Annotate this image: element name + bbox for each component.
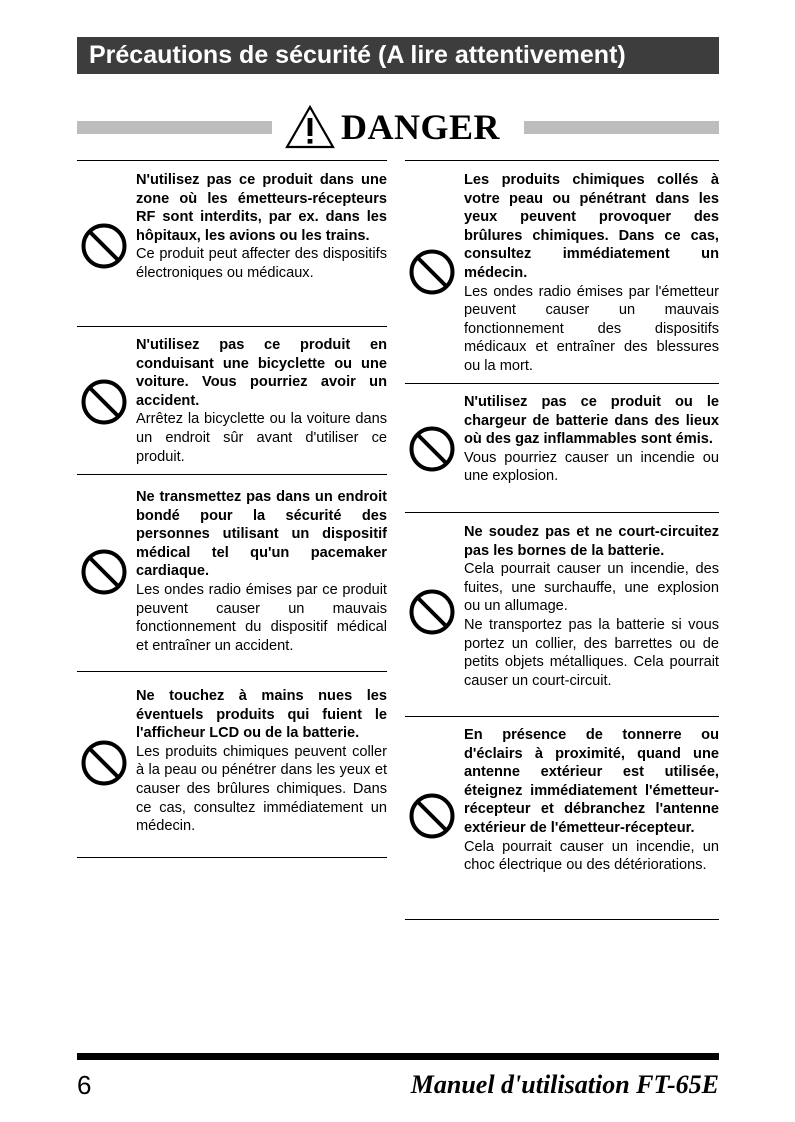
prohibited-icon (409, 249, 455, 295)
warning-text: Cela pourrait causer un incendie, un choc électrique ou des détériorations. (464, 838, 719, 874)
manual-title: Manuel d'utilisation FT-65E (410, 1070, 719, 1099)
danger-rule-left (77, 121, 272, 134)
warning-item (77, 326, 387, 474)
prohibited-icon (81, 740, 127, 786)
warning-text: Arrêtez la bicyclette ou la voiture dans un endroit sûr avant d'utiliser ce produit. (136, 411, 387, 465)
warning-text: Vous pourriez causer un incendie ou une explosion. (464, 449, 719, 485)
warning-text: Les produits chimiques peuvent coller à la peau ou pénétrer dans les yeux et causer des brûlures chimiques. Dans ce cas, consultez immédiatement un médecin. (136, 743, 387, 835)
warning-item (77, 474, 387, 671)
warning-item (405, 160, 719, 383)
danger-heading (285, 102, 500, 152)
warning-text: Les ondes radio émises par l'émetteur peuvent causer un mauvais fonctionnement des dispositifs médicaux et entraîner des blessures ou la mort. (464, 283, 719, 374)
warning-bold-text: N'utilisez pas ce produit ou le chargeur de batterie dans des lieux où des gaz inflammables sont émis. (464, 394, 719, 448)
warning-bold-text: Ne touchez à mains nues les éventuels produits qui fuient le l'afficheur LCD ou de la batterie. (136, 688, 387, 742)
left-column (77, 160, 387, 858)
prohibited-icon (409, 793, 455, 839)
warning-item (77, 160, 387, 326)
danger-label: DANGER (341, 107, 501, 147)
warning-triangle-icon (285, 105, 335, 149)
warning-item (405, 512, 719, 716)
prohibited-icon (409, 426, 455, 472)
danger-rule-right (524, 121, 719, 134)
warning-text: Les ondes radio émises par ce produit peuvent causer un mauvais fonctionnement du dispositif médical et entraîner un accident. (136, 581, 387, 654)
prohibited-icon (409, 589, 455, 635)
warning-bold-text: Les produits chimiques collés à votre peau ou pénétrant dans les yeux peuvent provoquer des brûlures chimiques. Dans ce cas, consultez immédiatement un médecin. (464, 172, 719, 281)
warning-item (405, 716, 719, 920)
prohibited-icon (81, 549, 127, 595)
page-number: 6 (77, 1070, 92, 1100)
warning-bold-text: N'utilisez pas ce produit en conduisant une bicyclette ou une voiture. Vous pourriez avoir un accident. (136, 337, 387, 409)
warning-text-2: Ne transportez pas la batterie si vous portez un collier, des barrettes ou de petits objets métalliques. Cela pourrait causer un court-circuit. (464, 616, 719, 689)
warning-bold-text: Ne soudez pas et ne court-circuitez pas les bornes de la batterie. (464, 524, 719, 559)
right-column (405, 160, 719, 920)
warning-text: Cela pourrait causer un incendie, des fuites, une surchauffe, une explosion ou un allumage. (464, 561, 719, 615)
danger-banner (77, 102, 719, 152)
page-title: Précautions de sécurité (A lire attentivement) (77, 37, 719, 74)
prohibited-icon (81, 379, 127, 425)
warning-bold-text: N'utilisez pas ce produit dans une zone où les émetteurs-récepteurs RF sont interdits, par ex. dans les hôpitaux, les avions ou les trains. (136, 172, 387, 244)
warning-item (77, 671, 387, 858)
warning-bold-text: Ne transmettez pas dans un endroit bondé pour la sécurité des personnes utilisant un dispositif médical tel qu'un pacemaker cardiaque. (136, 489, 387, 580)
warning-item (405, 383, 719, 512)
warning-text: Ce produit peut affecter des dispositifs électroniques ou médicaux. (136, 246, 387, 281)
warning-bold-text: En présence de tonnerre ou d'éclairs à proximité, quand une antenne extérieur est utilisée, éteignez immédiatement l'émetteur-récepteur et débranchez l'antenne extérieur de l'émetteur-récepteur. (464, 727, 719, 836)
footer-rule (77, 1053, 719, 1060)
prohibited-icon (81, 223, 127, 269)
